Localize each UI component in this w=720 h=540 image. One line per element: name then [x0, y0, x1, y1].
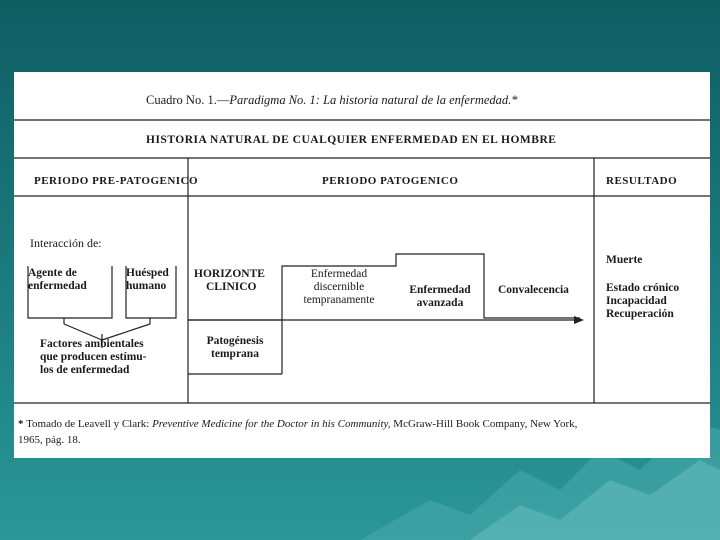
main-title: HISTORIA NATURAL DE CUALQUIER ENFERMEDAD EN EL HOMBRE — [146, 134, 557, 146]
column-header-pre-pathogenic: PERIODO PRE-PATOGENICO — [34, 175, 199, 187]
convalescence-label: Convalecencia — [498, 284, 569, 296]
environmental-factors-label: Factores ambientales que producen estímu- los de enfermedad — [40, 338, 147, 377]
early-pathogenesis-label: Patogénesis temprana — [206, 335, 264, 361]
result-outcomes: Estado crónico Incapacidad Recuperación — [606, 282, 680, 321]
agent-label: Agente de enfermedad — [28, 267, 87, 293]
clinical-horizon-label: HORIZONTE CLINICO — [194, 268, 265, 294]
paradigm-table-image — [14, 72, 710, 458]
advanced-disease-label: Enfermedad avanzada — [409, 284, 471, 310]
footnote: * Tomado de Leavell y Clark: Preventive Medicine for the Doctor in his Community, McGraw-Hill Book Company, New York, 1965, pág. 18. — [18, 418, 578, 446]
column-header-result: RESULTADO — [606, 175, 678, 187]
interaction-label: Interacción de: — [30, 236, 102, 250]
table-caption — [146, 93, 518, 107]
early-disease-label: Enfermedad discernible tempranamente — [303, 268, 375, 307]
result-death: Muerte — [606, 254, 643, 266]
caption-prefix: Cuadro No. 1.— — [146, 93, 230, 107]
caption-title: Paradigma No. 1: La historia natural de la enfermedad.* — [229, 93, 518, 107]
host-label: Huésped humano — [126, 267, 169, 293]
column-header-pathogenic: PERIODO PATOGENICO — [322, 175, 459, 187]
